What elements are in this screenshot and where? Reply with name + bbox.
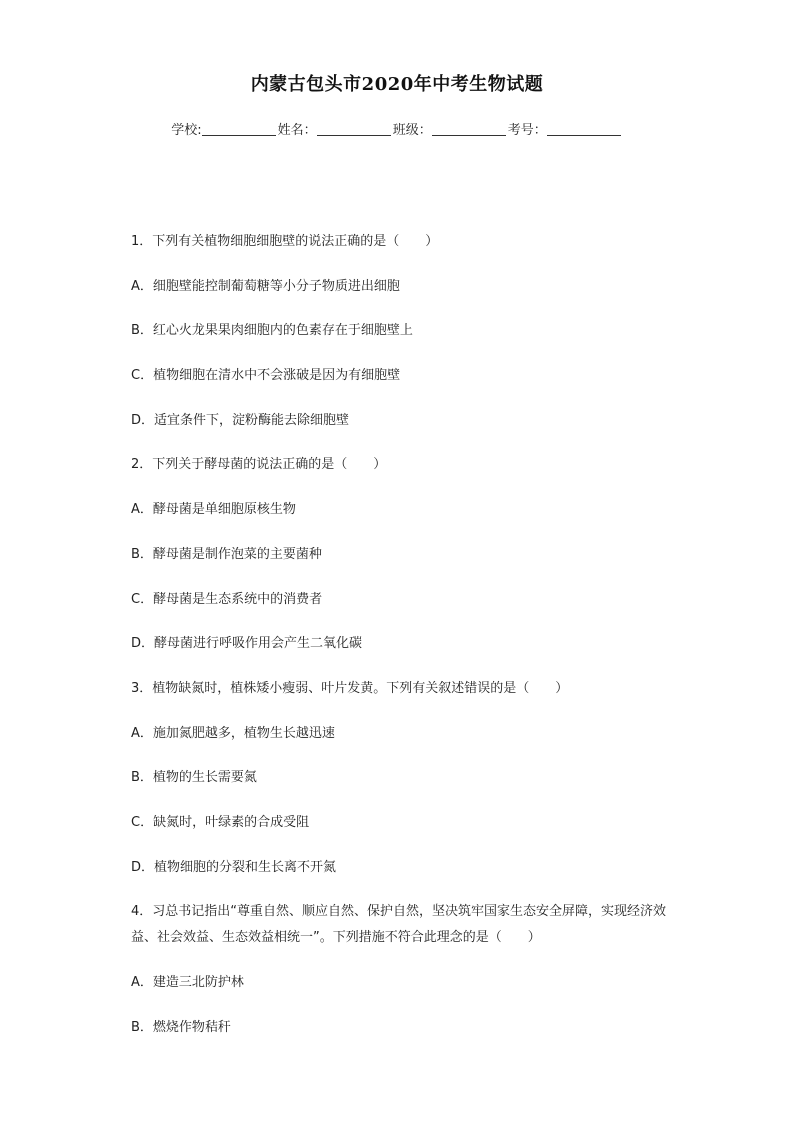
option-c: C．植物细胞在清水中不会涨破是因为有细胞壁 bbox=[131, 368, 401, 384]
option-d: D．酵母菌进行呼吸作用会产生二氧化碳 bbox=[131, 636, 363, 652]
option-b: B．燃烧作物秸秆 bbox=[131, 1019, 231, 1035]
option-d: D．植物细胞的分裂和生长离不开氮 bbox=[131, 859, 337, 875]
question-stem: 2．下列关于酵母菌的说法正确的是（ ） bbox=[131, 457, 387, 473]
question-3 bbox=[131, 676, 671, 881]
option-c: C．酵母菌是生态系统中的消费者 bbox=[131, 591, 323, 607]
class-blank bbox=[432, 121, 506, 136]
question-2 bbox=[131, 452, 671, 657]
question-stem: 1．下列有关植物细胞细胞壁的说法正确的是（ ） bbox=[131, 234, 439, 249]
class-label: 班级： bbox=[392, 123, 432, 138]
question-stem: 4．习总书记指出“尊重自然、顺应自然、保护自然，坚决筑牢国家生态安全屏障，实现经济效益、社会效益、生态效益相统一”。下列措施不符合此理念的是（ ） bbox=[131, 904, 667, 946]
question-1 bbox=[131, 229, 671, 434]
option-b: B．酵母菌是制作泡菜的主要菌种 bbox=[131, 546, 322, 562]
name-blank bbox=[317, 121, 391, 136]
question-4 bbox=[131, 899, 671, 1040]
school-label: 学校: bbox=[171, 123, 202, 138]
school-blank bbox=[202, 121, 276, 136]
student-info-line bbox=[0, 119, 794, 138]
option-a: A．细胞壁能控制葡萄糖等小分子物质进出细胞 bbox=[131, 278, 400, 294]
exam-no-blank bbox=[547, 121, 621, 136]
option-b: B．植物的生长需要氮 bbox=[131, 770, 257, 786]
option-b: B．红心火龙果果肉细胞内的色素存在于细胞壁上 bbox=[131, 323, 413, 339]
option-a: A．建造三北防护林 bbox=[131, 975, 244, 990]
option-d: D．适宜条件下，淀粉酶能去除细胞壁 bbox=[131, 412, 350, 428]
question-list bbox=[131, 229, 671, 1059]
option-c: C．缺氮时，叶绿素的合成受阻 bbox=[131, 814, 310, 830]
page-title: 内蒙古包头市2020年中考生物试题 bbox=[250, 74, 544, 95]
option-a: A．酵母菌是单细胞原核生物 bbox=[131, 502, 296, 518]
question-stem: 3．植物缺氮时，植株矮小瘦弱、叶片发黄。下列有关叙述错误的是（ ） bbox=[131, 680, 569, 696]
exam-no-label: 考号： bbox=[507, 123, 547, 138]
name-label: 姓名： bbox=[277, 123, 317, 138]
option-a: A．施加氮肥越多，植物生长越迅速 bbox=[131, 725, 335, 741]
